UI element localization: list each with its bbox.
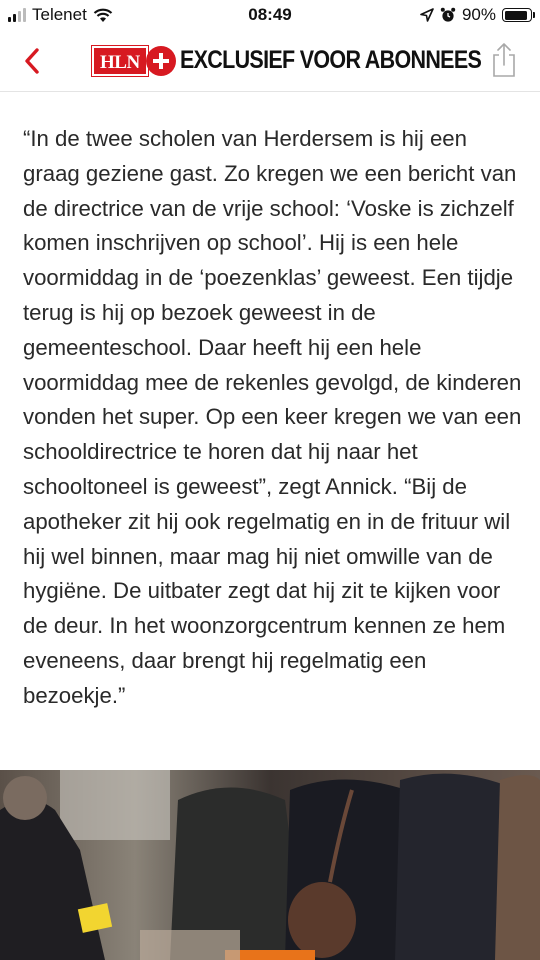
location-icon bbox=[420, 8, 434, 22]
app-header bbox=[0, 32, 540, 92]
carrier-label: Telenet bbox=[32, 5, 87, 24]
back-chevron-icon[interactable] bbox=[18, 44, 48, 78]
share-icon[interactable] bbox=[490, 42, 518, 78]
photo-scene bbox=[0, 770, 540, 960]
battery-percent: 90% bbox=[461, 5, 496, 24]
alarm-icon bbox=[440, 7, 456, 23]
header-title: EXCLUSIEF VOOR ABONNEES bbox=[180, 46, 482, 74]
logo-text: HLN bbox=[92, 46, 148, 76]
battery-icon bbox=[502, 8, 532, 22]
plus-icon bbox=[146, 46, 176, 76]
clock: 08:49 bbox=[248, 5, 292, 24]
battery-fill bbox=[505, 11, 528, 20]
status-bar bbox=[0, 0, 540, 32]
article-photo[interactable] bbox=[0, 770, 540, 960]
hln-plus-logo bbox=[92, 44, 176, 78]
status-right bbox=[420, 5, 532, 25]
article-paragraph: “In de twee scholen van Herdersem is hij een graag geziene gast. Zo kregen we een bericht van de directrice van de vrije school: ‘Voske is zichzelf komen inschrijven op school’. Hij is een hele voormiddag in de ‘poezenklas’ geweest. Een tijdje terug is hij op bezoek geweest in de gemeenteschool. Daar heeft hij een hele voormiddag mee de rekenles gevolgd, de kinderen vonden het super. Op een keer kregen we van een schooldirectrice te horen dat hij naar het schooltoneel is geweest”, zegt Annick. “Bij de apotheker zit hij ook regelmatig en in de frituur wil hij wel binnen, maar mag hij niet omwille van de hygiëne. De uitbater zegt dat hij zit te kijken voor de deur. In het woonzorgcentrum kennen ze hem eveneens, daar brengt hij regelmatig een bezoekje.” bbox=[23, 126, 522, 708]
